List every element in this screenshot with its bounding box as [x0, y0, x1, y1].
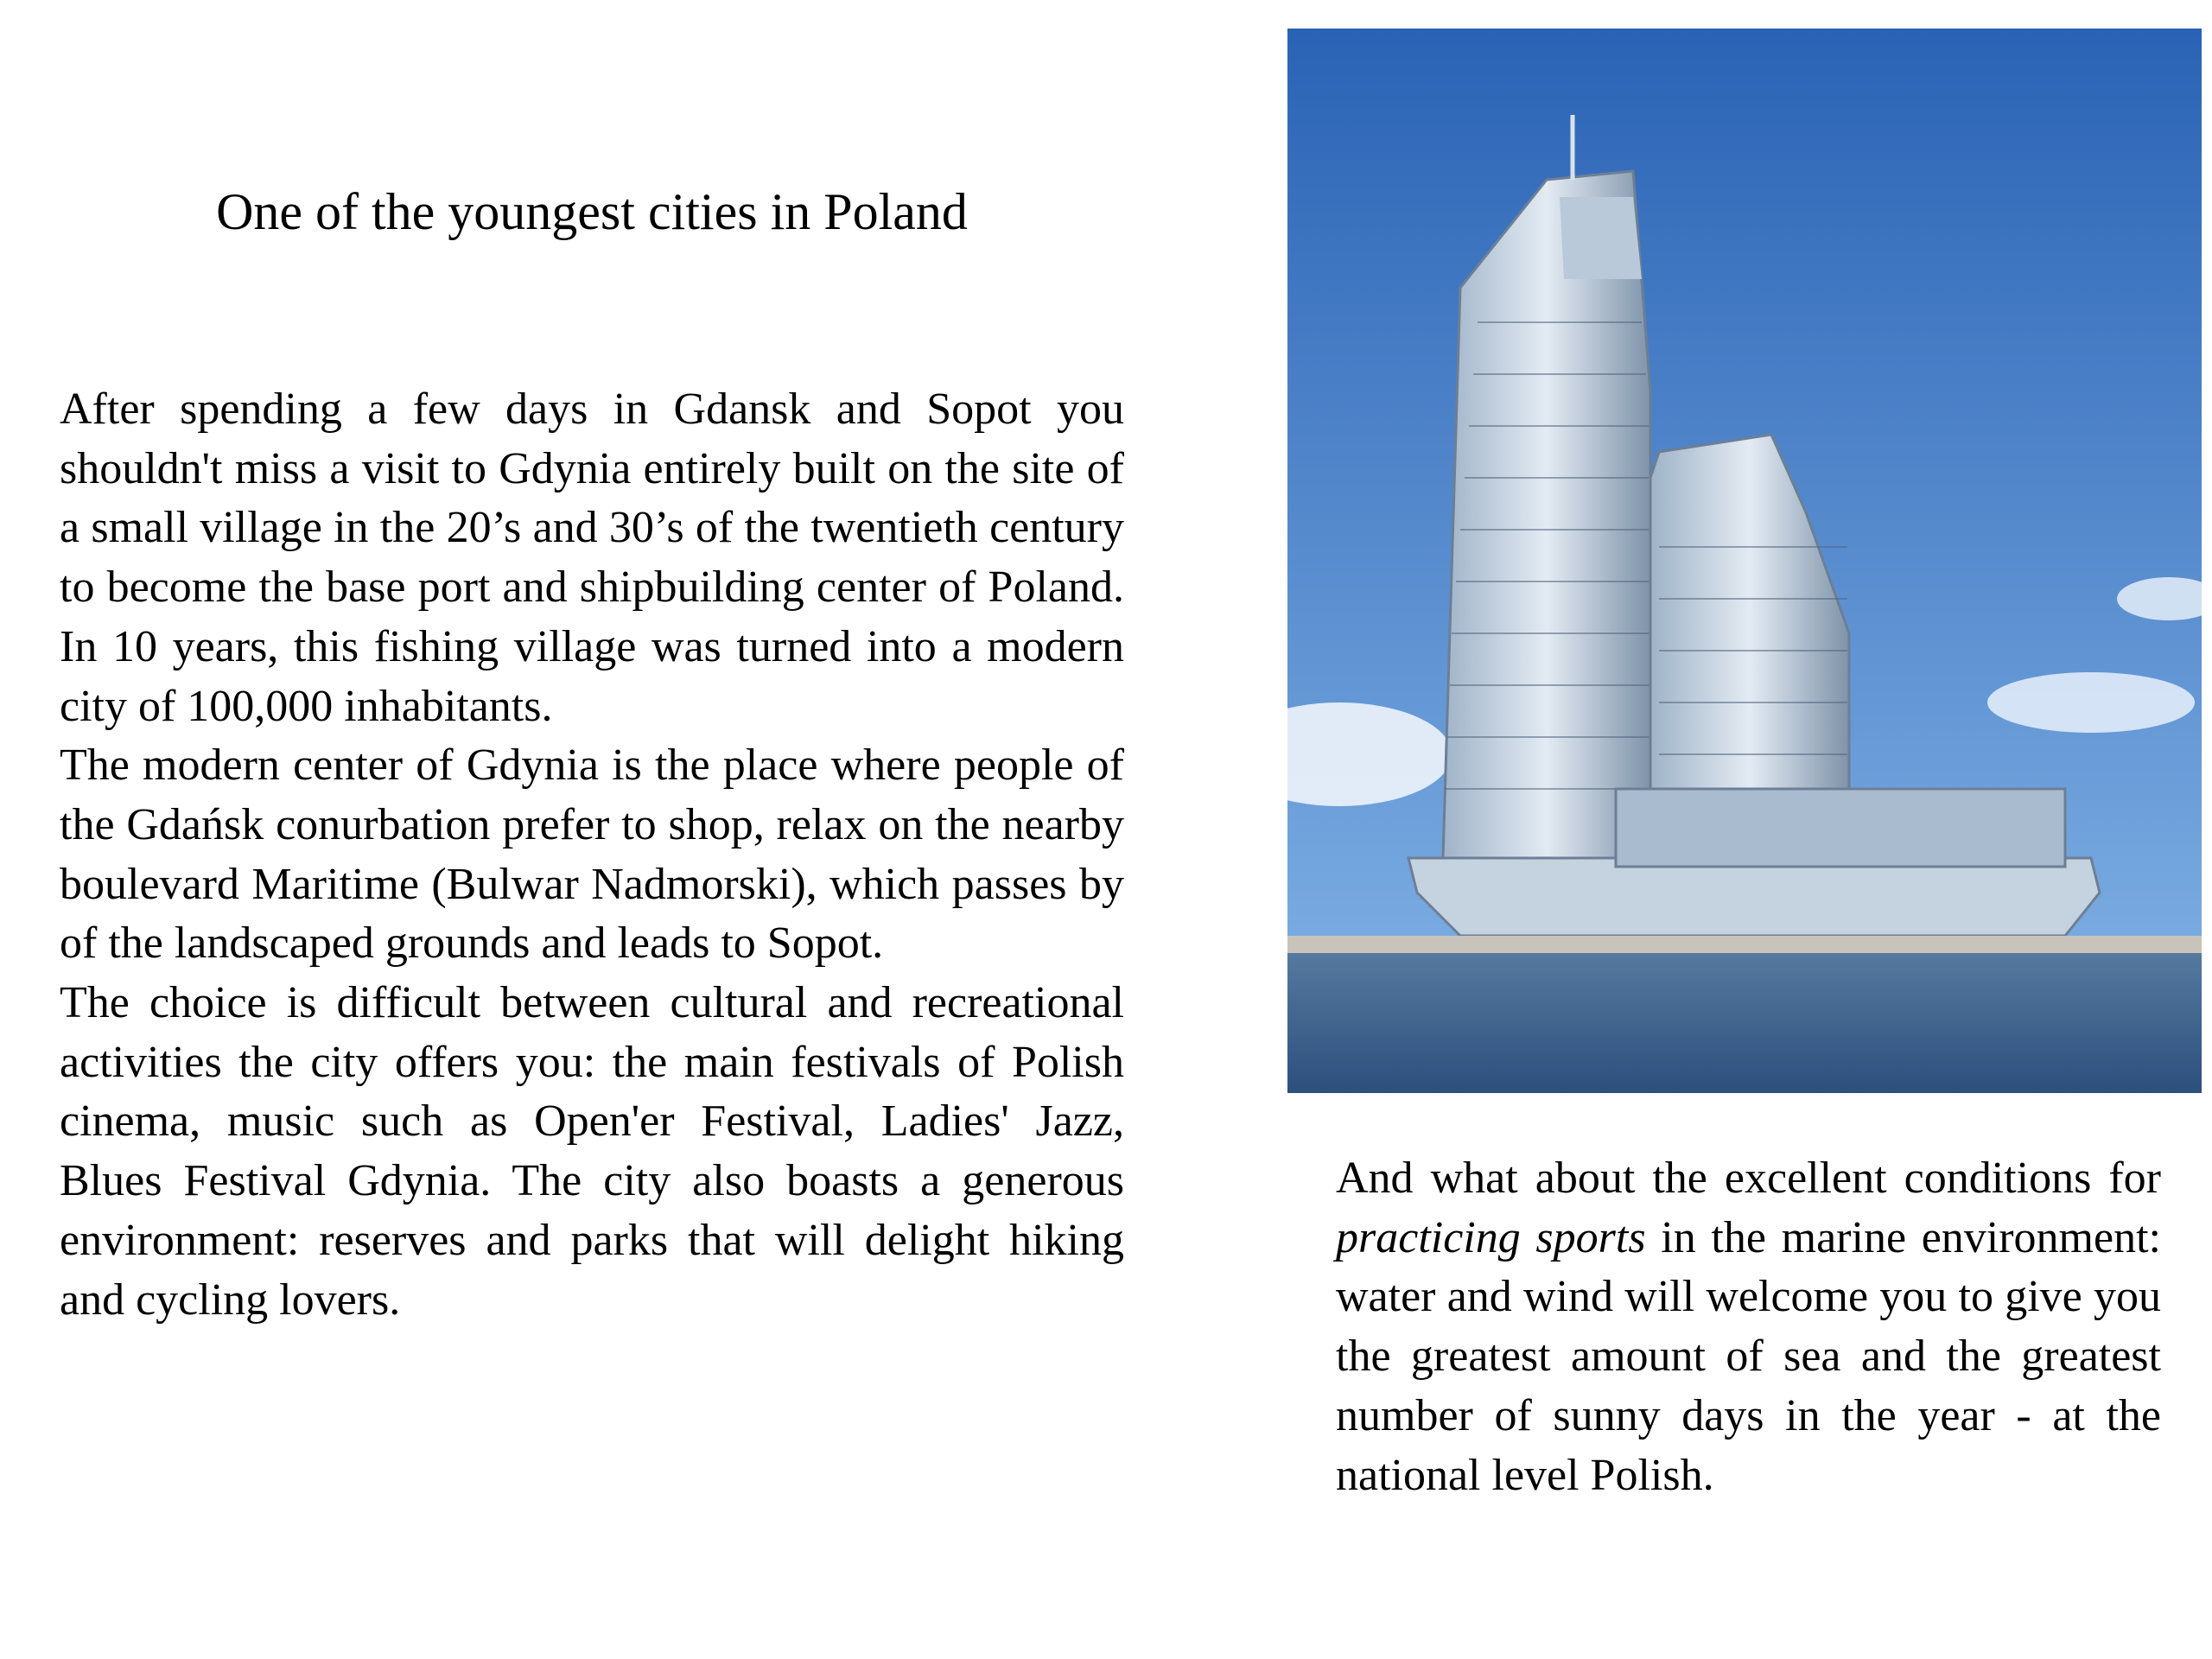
- skyscraper-photo: [1287, 29, 2202, 1093]
- paragraph-history: After spending a few days in Gdansk and Sopot you shouldn't miss a visit to Gdynia entirely built on the site of a small village in the 20’s and 30’s of the twentieth century to become the base port and shipbuilding center of Poland. In 10 years, this fishing village was turned into a modern city of 100,000 inhabitants.: [60, 385, 1124, 731]
- skyscraper-photo-icon: [1287, 29, 2202, 1093]
- sports-text-end: in the marine environment: water and wind will welcome you to give you the greatest amount of sea and the greatest number of sunny days in the year - at the national level Polish.: [1336, 1212, 2161, 1500]
- main-text-column: [60, 380, 1124, 1330]
- page-title: One of the youngest cities in Poland: [216, 183, 968, 240]
- side-text-column: [1336, 1149, 2161, 1505]
- paragraph-center: The modern center of Gdynia is the place where people of the Gdańsk conurbation prefer to shop, relax on the nearby boulevard Maritime (Bulwar Nadmorski), which passes by of the landscaped grounds and leads to Sopot.: [60, 741, 1124, 969]
- paragraph-sports: [1336, 1149, 2161, 1505]
- sports-text-start: And what about the excellent conditions for: [1336, 1154, 2161, 1203]
- sports-emphasis: practicing sports: [1336, 1212, 1646, 1262]
- paragraph-activities: The choice is difficult between cultural and recreational activities the city offers you: the main festivals of Polish cinema, music such as Open'er Festival, Ladies' Jazz, Blues Festival Gdynia. The city also boasts a generous environment: reserves and parks that will delight hiking and cycling lovers.: [60, 978, 1124, 1325]
